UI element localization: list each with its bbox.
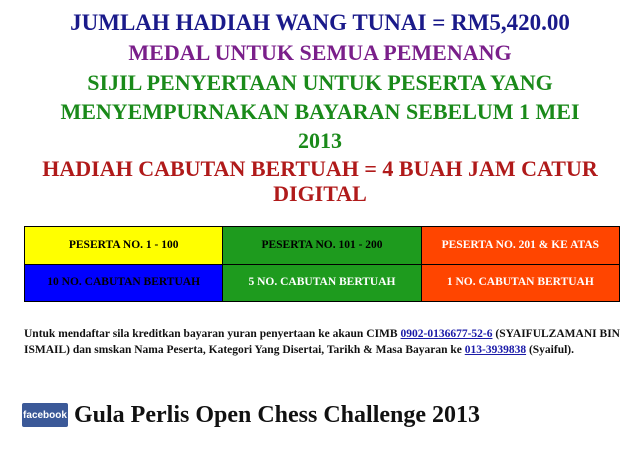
prize-table (24, 226, 620, 302)
certificate-line-3: 2013 (298, 128, 342, 153)
table-cell: PESERTA NO. 1 - 100 (25, 227, 223, 265)
table-cell: 5 NO. CABUTAN BERTUAH (223, 264, 421, 302)
table-cell: PESERTA NO. 201 & KE ATAS (421, 227, 619, 265)
info-text: (Syaiful). (526, 344, 574, 356)
info-text: (SYAIFULZAMANI BIN ISMAIL) dan smskan Nama Peserta, Kategori Yang Disertai, Tarikh & Masa Bayaran ke (24, 328, 620, 356)
info-text: Untuk mendaftar sila kreditkan bayaran yuran penyertaan ke akaun CIMB (24, 328, 401, 340)
account-number-link[interactable]: 0902-0136677-52-6 (400, 328, 493, 340)
table-row (25, 227, 620, 265)
table-cell: 1 NO. CABUTAN BERTUAH (421, 264, 619, 302)
headline-certificate (0, 68, 640, 155)
phone-number-link[interactable]: 013-3939838 (464, 344, 527, 356)
headline-medal: MEDAL UNTUK SEMUA PEMENANG (128, 40, 512, 65)
lucky-draw-line-2: DIGITAL (273, 181, 367, 206)
headline-lucky-draw (0, 156, 640, 206)
certificate-line-2: MENYEMPURNAKAN BAYARAN SEBELUM 1 MEI (60, 99, 580, 124)
certificate-line-1: SIJIL PENYERTAAN UNTUK PESERTA YANG (87, 70, 553, 95)
footer-title: Gula Perlis Open Chess Challenge 2013 (74, 401, 481, 428)
table-cell: 10 NO. CABUTAN BERTUAH (25, 264, 223, 302)
footer (22, 398, 622, 432)
table-cell: PESERTA NO. 101 - 200 (223, 227, 421, 265)
registration-info (24, 326, 620, 358)
lucky-draw-line-1: HADIAH CABUTAN BERTUAH = 4 BUAH JAM CATUR (42, 156, 598, 181)
headline-prize-money: JUMLAH HADIAH WANG TUNAI = RM5,420.00 (70, 10, 570, 35)
table-row (25, 264, 620, 302)
facebook-icon[interactable]: facebook (22, 403, 68, 427)
